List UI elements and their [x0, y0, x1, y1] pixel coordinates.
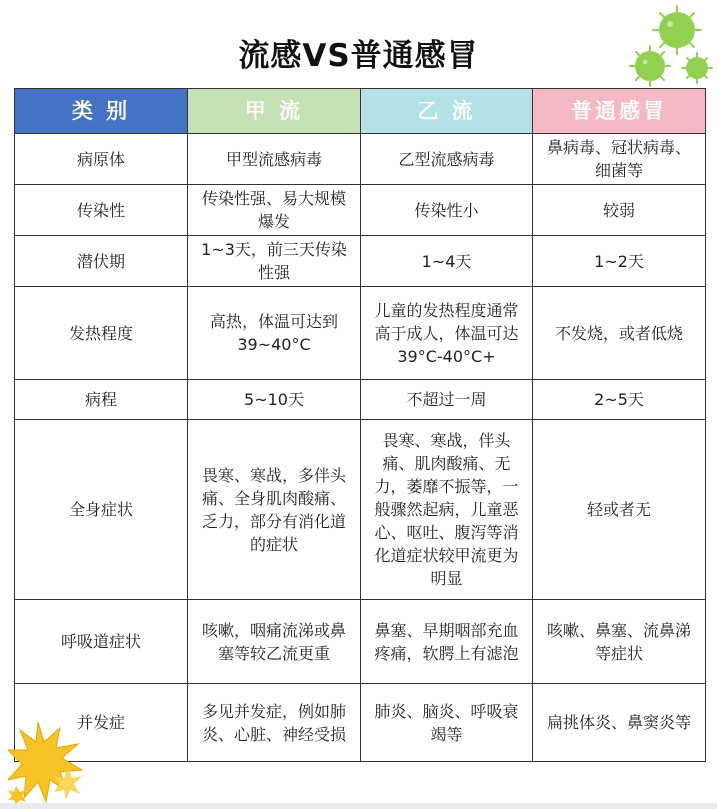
flu-a-cell: 甲型流感病毒 — [188, 134, 361, 185]
table-row — [15, 236, 706, 287]
row-category: 呼吸道症状 — [15, 600, 188, 684]
table-row — [15, 287, 706, 380]
cold-cell: 不发烧，或者低烧 — [533, 287, 706, 380]
row-category: 潜伏期 — [15, 236, 188, 287]
flu-a-cell: 传染性强、易大规模爆发 — [188, 185, 361, 236]
flu-b-cell: 1~4天 — [361, 236, 533, 287]
cold-cell: 较弱 — [533, 185, 706, 236]
header-row — [15, 89, 706, 134]
table-row — [15, 420, 706, 600]
cold-cell: 1~2天 — [533, 236, 706, 287]
flu-b-cell: 乙型流感病毒 — [361, 134, 533, 185]
table-row — [15, 600, 706, 684]
cold-cell: 扁挑体炎、鼻窦炎等 — [533, 684, 706, 762]
header-flu-a: 甲 流 — [188, 89, 361, 134]
flu-a-cell: 1~3天，前三天传染性强 — [188, 236, 361, 287]
cold-cell: 咳嗽、鼻塞、流鼻涕等症状 — [533, 600, 706, 684]
comparison-table — [14, 88, 706, 762]
row-category: 全身症状 — [15, 420, 188, 600]
flu-b-cell: 传染性小 — [361, 185, 533, 236]
row-category: 病程 — [15, 380, 188, 420]
page-title: 流感VS普通感冒 — [238, 38, 479, 74]
header-category: 类 别 — [15, 89, 188, 134]
star-burst-icon — [8, 720, 88, 805]
table-row — [15, 380, 706, 420]
table-row — [15, 684, 706, 762]
row-category: 并发症 — [15, 684, 188, 762]
row-category: 病原体 — [15, 134, 188, 185]
flu-a-cell: 畏寒、寒战，多伴头痛、全身肌肉酸痛、乏力，部分有消化道的症状 — [188, 420, 361, 600]
cold-cell: 轻或者无 — [533, 420, 706, 600]
header-common-cold: 普通感冒 — [533, 89, 706, 134]
flu-b-cell: 儿童的发热程度通常高于成人，体温可达39°C-40°C+ — [361, 287, 533, 380]
cold-cell: 鼻病毒、冠状病毒、细菌等 — [533, 134, 706, 185]
flu-a-cell: 咳嗽，咽痛流涕或鼻塞等较乙流更重 — [188, 600, 361, 684]
row-category: 发热程度 — [15, 287, 188, 380]
flu-a-cell: 多见并发症，例如肺炎、心脏、神经受损 — [188, 684, 361, 762]
flu-b-cell: 肺炎、脑炎、呼吸衰竭等 — [361, 684, 533, 762]
flu-a-cell: 5~10天 — [188, 380, 361, 420]
table-row — [15, 185, 706, 236]
bottom-divider — [0, 803, 717, 809]
virus-icon — [615, 0, 717, 90]
flu-b-cell: 不超过一周 — [361, 380, 533, 420]
flu-b-cell: 鼻塞、早期咽部充血疼痛，软腭上有滤泡 — [361, 600, 533, 684]
header-flu-b: 乙 流 — [361, 89, 533, 134]
flu-b-cell: 畏寒、寒战，伴头痛、肌肉酸痛、无力，萎靡不振等，一般骤然起病，儿童恶心、呕吐、腹泻等消化道症状较甲流更为明显 — [361, 420, 533, 600]
flu-a-cell: 高热，体温可达到39~40°C — [188, 287, 361, 380]
cold-cell: 2~5天 — [533, 380, 706, 420]
row-category: 传染性 — [15, 185, 188, 236]
table-row — [15, 134, 706, 185]
